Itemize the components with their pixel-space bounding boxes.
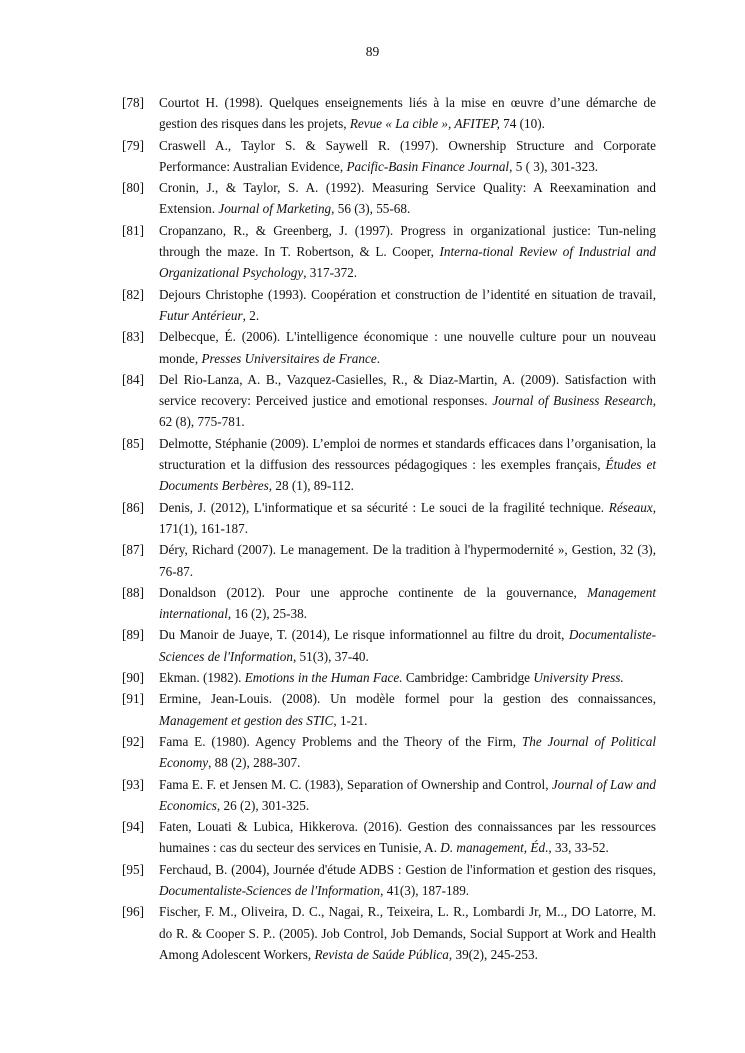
reference-text-run: Ekman. (1982). [159,670,245,686]
reference-text [159,731,656,774]
reference-source-title: Études et Documents Berbères [159,457,656,494]
reference-source-title: Presses Universitaires de France [201,350,377,366]
reference-text-run: Courtot H. (1998). Quelques enseignements liés à la mise en œuvre d’une démarche de gestion des risques dans les projets, [159,95,656,132]
reference-number: [85] [122,435,144,451]
reference-entry [122,284,656,327]
reference-source-title: Emotions in the Human Face. [244,670,403,686]
reference-entry [122,497,656,540]
reference-entry [122,667,656,688]
reference-text [159,667,656,688]
reference-number: [94] [122,819,144,835]
reference-entry [122,774,656,817]
reference-number: [92] [122,733,144,749]
reference-text [159,177,656,220]
reference-text-run: , 88 (2), 288-307. [208,755,301,771]
reference-text-run: . [376,350,380,366]
reference-entry [122,326,656,369]
reference-number: [82] [122,286,144,302]
reference-number: [96] [122,904,144,920]
reference-text [159,624,656,667]
reference-text-run: 56 (3), 55-68. [334,201,411,217]
reference-text-run: Fama E. F. et Jensen M. C. (1983), Separation of Ownership and Control, [159,776,552,792]
reference-number: [89] [122,627,144,643]
reference-text [159,774,656,817]
reference-text [159,326,656,369]
reference-text-run: 62 (8), 775-781. [159,414,245,430]
reference-entry [122,539,656,582]
reference-text-run: Cronin, J., & Taylor, S. A. (1992). Measuring Service Quality: A Reexamination and Extension. [159,180,656,217]
reference-text-run: Ermine, Jean-Louis. (2008). Un modèle formel pour la gestion des connaissances, [159,691,656,707]
reference-text-run: Dejours Christophe (1993). Coopération et construction de l’identité en situation de travail, [159,286,656,302]
reference-number: [83] [122,329,144,345]
reference-number: [87] [122,542,144,558]
reference-entry [122,731,656,774]
reference-source-title: Management et gestion des STIC [159,712,334,728]
reference-text [159,284,656,327]
reference-source-title: Journal of Law and Economics [159,776,656,813]
reference-text-run: Fischer, F. M., Oliveira, D. C., Nagai, R., Teixeira, L. R., Lombardi Jr, M.., DO Latorre, M. do R. & Cooper S. P.. (2005). Job Control, Job Demands, Social Support at Work and Health Among Adolescent Workers, [159,904,656,962]
reference-number: [78] [122,95,144,110]
reference-entry [122,92,656,135]
reference-number: [81] [122,222,144,238]
reference-text-run: 74 (10). [499,116,545,132]
reference-text-run: , 41(3), 187-189. [380,882,470,898]
reference-source-title: D. management, Éd [440,840,546,856]
reference-text-run: , 1-21. [333,712,368,728]
reference-text-run: Denis, J. (2012), L'informatique et sa sécurité : Le souci de la fragilité technique. [159,499,609,515]
reference-text-run: , 5 ( 3), 301-323. [509,158,599,174]
reference-text-run: Ferchaud, B. (2004), Journée d'étude ADBS : Gestion de l'information et gestion des risques, [159,861,656,877]
page-number: 89 [365,44,380,59]
reference-source-title: Management international [159,584,656,622]
reference-text-run: Cambridge: Cambridge [402,670,534,686]
reference-entry [122,582,656,625]
reference-source-title: Documentaliste-Sciences de l'Information [159,882,381,898]
reference-text [159,582,656,625]
reference-number: [84] [122,371,144,387]
reference-text [159,220,656,284]
reference-text [159,135,656,178]
reference-number: [88] [122,584,144,600]
reference-entry [122,135,656,178]
reference-list [122,92,656,965]
reference-text [159,92,656,135]
reference-text-run: ., 33, 33-52. [545,840,609,856]
reference-entry [122,369,656,433]
reference-entry [122,859,656,902]
reference-text-run: Du Manoir de Juaye, T. (2014), Le risque informationnel au filtre du droit, [159,627,569,643]
reference-source-title: Journal of Marketing, [218,201,335,217]
reference-source-title: Interna-tional Review of Industrial and Organizational Psychology [159,244,657,281]
reference-number: [95] [122,861,144,877]
reference-number: [90] [122,670,144,686]
reference-number: [79] [122,137,144,153]
reference-entry [122,624,656,667]
reference-text [159,369,656,433]
reference-source-title: Réseaux [608,499,653,515]
reference-text-run: , 39(2), 245-253. [448,946,538,962]
reference-source-title: Revue « La cible », AFITEP, [349,116,500,132]
reference-entry [122,433,656,497]
reference-text-run: Faten, Louati & Lubica, Hikkerova. (2016). Gestion des connaissances par les ressources humaines : cas du secteur des services en Tunisie, A. [159,819,656,856]
reference-text-run: Déry, Richard (2007). Le management. De la tradition à l'hypermodernité », Gestion, 32 (3), 76-87. [159,542,656,579]
reference-source-title: University Press. [533,670,624,686]
reference-source-title: Pacific-Basin Finance Journal [346,158,510,174]
reference-text-run: Delmotte, Stéphanie (2009). L’emploi de normes et standards efficaces dans l’organisation, la structuration et la diffusion des ressources pédagogiques : les exemples français, [159,435,656,473]
reference-source-title: Documentaliste-Sciences de l'Information [159,627,656,664]
reference-entry [122,816,656,859]
reference-source-title: Revista de Saúde Pública [314,946,449,962]
reference-text [159,688,656,731]
reference-text-run: Delbecque, É. (2006). L'intelligence économique : une nouvelle culture pour un nouveau monde, [159,329,656,366]
reference-text-run: , 16 (2), 25-38. [227,606,307,622]
reference-text [159,859,656,902]
reference-text [159,433,656,497]
reference-entry [122,220,656,284]
reference-number: [86] [122,499,144,515]
reference-number: [93] [122,776,144,792]
reference-text [159,497,656,540]
reference-text-run: Craswell A., Taylor S. & Saywell R. (1997). Ownership Structure and Corporate Performance: Australian Evidence, [159,137,656,174]
reference-text-run: , 28 (1), 89-112. [268,478,354,494]
reference-number: [91] [122,691,144,707]
reference-entry [122,901,656,965]
reference-text-run: Fama E. (1980). Agency Problems and the Theory of the Firm, [159,733,522,749]
reference-source-title: Futur Antérieur [159,307,243,323]
reference-entry [122,177,656,220]
reference-text [159,539,656,582]
reference-text [159,816,656,859]
reference-text-run: , 26 (2), 301-325. [216,797,310,813]
reference-text-run: , 2. [242,307,260,323]
reference-text-run: , 51(3), 37-40. [292,648,369,664]
reference-source-title: The Journal of Political Economy [159,733,656,771]
reference-entry [122,688,656,731]
reference-text-run: Cropanzano, R., & Greenberg, J. (1997). Progress in organizational justice: Tun-neling through the maze. In T. Robertson, & L. Cooper, [159,222,656,260]
reference-number: [80] [122,180,144,196]
reference-text-run: , 171(1), 161-187. [159,499,656,536]
reference-text [159,901,656,965]
reference-text-run: , 317-372. [303,265,358,281]
reference-text-run: Del Rio-Lanza, A. B., Vazquez-Casielles, R., & Diaz-Martin, A. (2009). Satisfaction with service recovery: Perceived justice and emotional responses. [159,371,656,409]
reference-text-run: Donaldson (2012). Pour une approche continente de la gouvernance, [159,584,588,600]
reference-source-title: Journal of Business Research, [492,393,656,409]
